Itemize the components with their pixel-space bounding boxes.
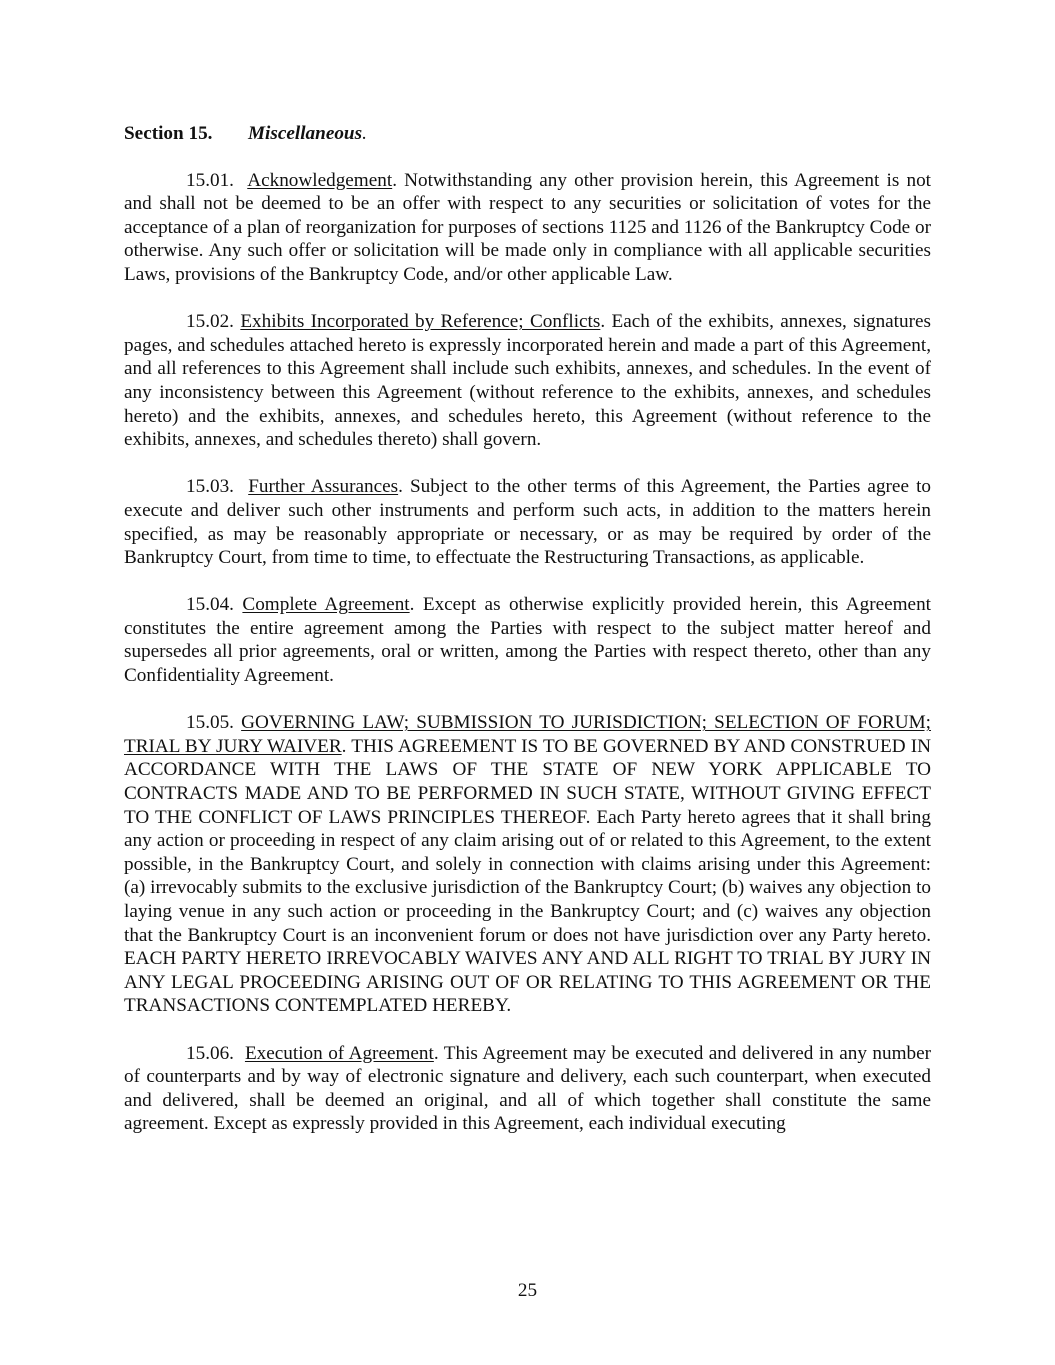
paragraph-number: 15.05. [186,712,234,734]
paragraph-number: 15.03. [186,476,234,498]
page-number: 25 [517,1280,538,1301]
paragraph-15-01 [124,169,931,287]
section-number: Section 15. [124,123,213,144]
paragraph-15-02 [124,310,931,452]
paragraph-body: . Subject to the other terms of this Agreement, the Parties agree to execute and deliver such other instruments and perform such acts, in addition to the matters herein specified, as may be reasonably appropriate or necessary, or as may be required by order of the Bankruptcy Court, from time to time, to effectuate the Restructuring Transactions, as applicable. [124,476,931,569]
paragraph-body: . Each of the exhibits, annexes, signatures pages, and schedules attached hereto is expressly incorporated herein and made a part of this Agreement, and all references to this Agreement shall include such exhibits, annexes, and schedules. In the event of any inconsistency between this Agreement (without reference to the exhibits, annexes, and schedules hereto) and the exhibits, annexes, and schedules hereto, this Agreement (without reference to the exhibits, annexes, and schedules thereto) shall govern. [124,311,931,451]
paragraph-heading: Exhibits Incorporated by Reference; Conflicts [240,311,601,333]
paragraph-heading: Execution of Agreement [244,1042,434,1064]
paragraph-body: . This Agreement may be executed and delivered in any number of counterparts and by way of electronic signature and delivery, each such counterpart, when executed and delivered, shall be deemed an original, and all of which together shall constitute the same agreement. Except as expressly provided in this Agreement, each individual executing [124,1042,932,1135]
paragraph-15-04 [124,593,931,687]
paragraph-heading: GOVERNING LAW; SUBMISSION TO JURISDICTION; SELECTION OF FORUM; TRIAL BY JURY WAIVER [124,712,932,757]
paragraph-number: 15.06. [186,1042,234,1064]
paragraph-15-06 [124,1042,931,1136]
paragraph-body: . Notwithstanding any other provision herein, this Agreement is not and shall not be deemed to be an offer with respect to any securities or solicitation of votes for the acceptance of a plan of reorganization for purposes of sections 1125 and 1126 of the Bankruptcy Code or otherwise. Any such offer or solicitation will be made only in compliance with all applicable securities Laws, provisions of the Bankruptcy Code, and/or other applicable Law. [124,169,931,285]
paragraph-number: 15.04. [186,594,234,616]
paragraph-15-03 [124,475,931,569]
paragraph-heading: Acknowledgement [247,169,393,191]
paragraph-15-05 [124,711,931,1018]
paragraph-body: . THIS AGREEMENT IS TO BE GOVERNED BY AND CONSTRUED IN ACCORDANCE WITH THE LAWS OF THE STATE OF NEW YORK APPLICABLE TO CONTRACTS MADE AND TO BE PERFORMED IN SUCH STATE, WITHOUT GIVING EFFECT TO THE CONFLICT OF LAWS PRINCIPLES THEREOF. Each Party hereto agrees that it shall bring any action or proceeding in respect of any claim arising out of or related to this Agreement, to the extent possible, in the Bankruptcy Court, and solely in connection with claims arising under this Agreement: (a) irrevocably submits to the exclusive jurisdiction of the Bankruptcy Court; (b) waives any objection to laying venue in any such action or proceeding in the Bankruptcy Court; and (c) waives any objection that the Bankruptcy Court is an inconvenient forum or does not have jurisdiction over any Party hereto. EACH PARTY HERETO IRREVOCABLY WAIVES ANY AND ALL RIGHT TO TRIAL BY JURY IN ANY LEGAL PROCEEDING ARISING OUT OF OR RELATING TO THIS AGREEMENT OR THE TRANSACTIONS CONTEMPLATED HEREBY. [124,735,931,1017]
section-title: Miscellaneous [248,123,363,144]
paragraph-number: 15.01. [186,169,234,191]
paragraph-heading: Further Assurances [248,476,399,498]
document-page [124,122,931,1160]
section-heading: Section 15. Miscellaneous. [124,123,367,144]
paragraph-number: 15.02. [186,311,234,333]
paragraph-body: . Except as otherwise explicitly provided herein, this Agreement constitutes the entire agreement among the Parties with respect to the subject matter hereof and supersedes all prior agreements, oral or written, among the Parties with respect thereto, other than any Confidentiality Agreement. [124,594,931,687]
paragraph-heading: Complete Agreement [242,594,410,616]
